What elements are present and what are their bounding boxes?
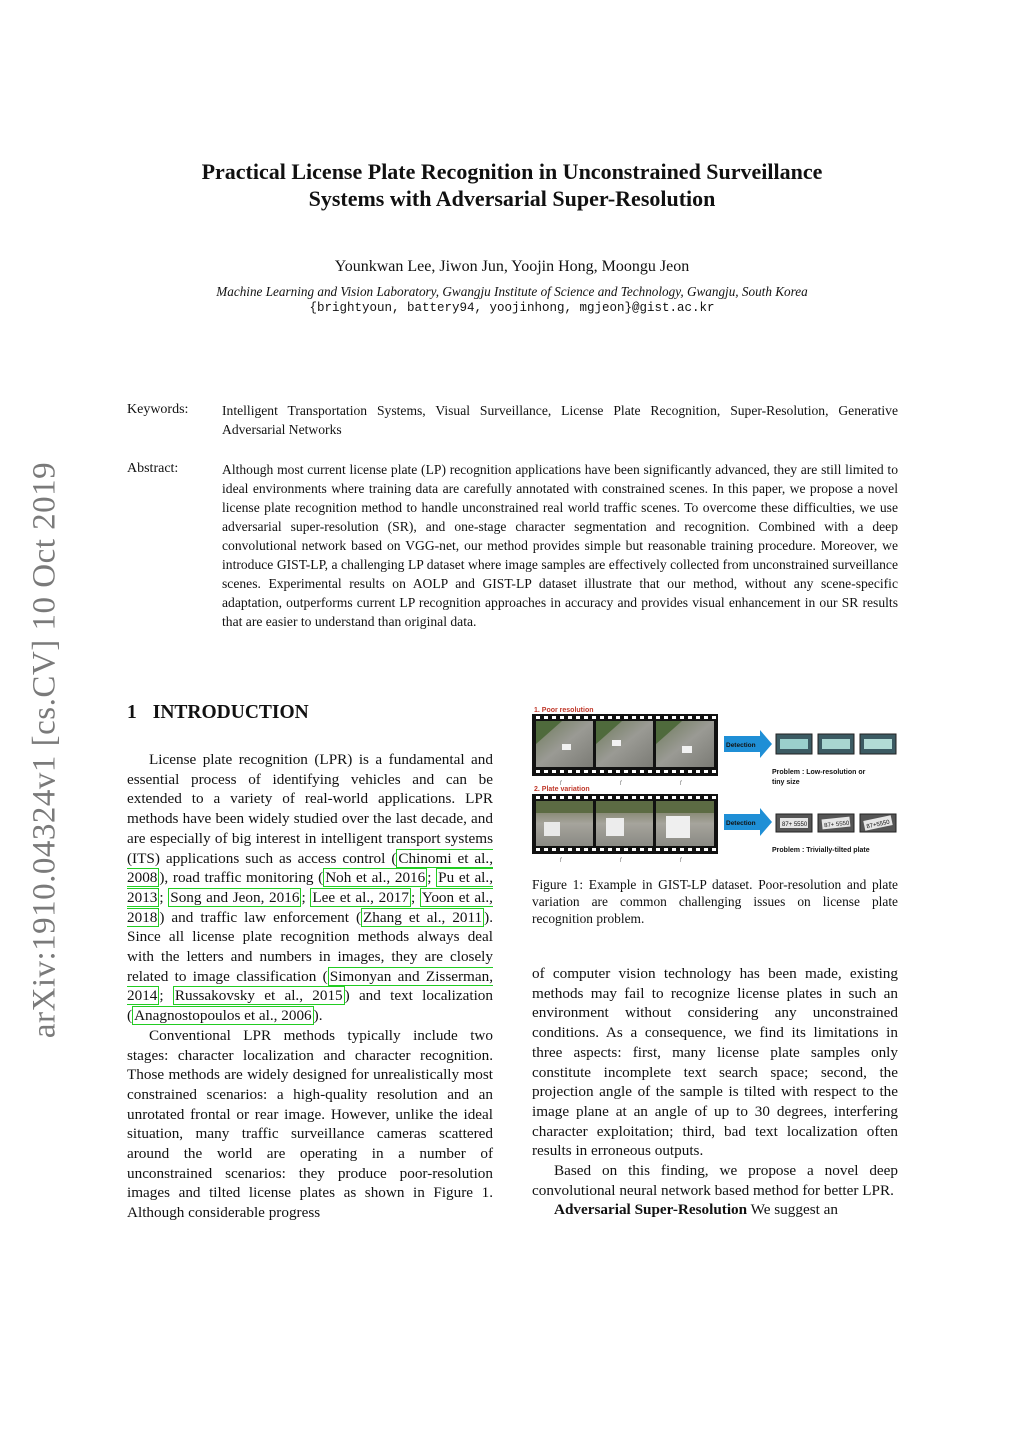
emails: {brightyoun, battery94, yoojinhong, mgjeon}@gist.ac.kr bbox=[309, 301, 715, 315]
affiliation: Machine Learning and Vision Laboratory, Gwangju Institute of Science and Technology, Gwangju, South Korea bbox=[216, 284, 808, 299]
paragraph: Adversarial Super-Resolution We suggest an bbox=[554, 1201, 838, 1219]
tilted-plates bbox=[776, 814, 896, 832]
authors: Younkwan Lee, Jiwon Jun, Yoojin Hong, Moongu Jeon bbox=[334, 258, 690, 275]
film-strip-2 bbox=[532, 794, 718, 854]
citation-link[interactable]: Chinomi et al., 2008 bbox=[127, 849, 493, 887]
paper-title: Practical License Plate Recognition in Unconstrained Surveillance Systems with Adversarial Super-Resolution bbox=[201, 159, 823, 211]
frame-label: f bbox=[680, 858, 682, 863]
citation-link[interactable]: Pu et al., 2013 bbox=[127, 869, 493, 906]
detection-arrow-1 bbox=[724, 730, 772, 758]
paragraph: of computer vision technology has been made, existing methods may fail to recognize license plates in such an environment without considering any unconstrained conditions. As a consequence, we find its limitations in three aspects: first, many license plate samples only constitute incomplete text search space; second, the projection angle of the sample is tilted with respect to the image plane at an angle of up to 30 degrees, interfering character exploitation; third, bad text localization often results in erroneous outputs. bbox=[532, 965, 898, 1160]
frame-label: f bbox=[560, 858, 562, 863]
citation-link[interactable]: Song and Jeon, 2016 bbox=[170, 888, 300, 906]
citation-link[interactable]: Russakovsky et al., 2015 bbox=[174, 987, 343, 1005]
problem-text-2: Problem : Trivially-tilted plate bbox=[772, 847, 870, 854]
citation-link[interactable]: Anagnostopoulos et al., 2006 bbox=[134, 1007, 312, 1025]
citation-link[interactable]: Yoon et al., 2018 bbox=[127, 888, 493, 926]
abstract-label: Abstract: bbox=[127, 461, 179, 476]
figure-label-poor-resolution: 1. Poor resolution bbox=[534, 707, 594, 714]
paragraph: Based on this finding, we propose a novel deep convolutional neural network based method for better LPR. bbox=[532, 1162, 898, 1199]
film-strip-1 bbox=[532, 714, 718, 776]
citation-link[interactable]: Zhang et al., 2011 bbox=[363, 908, 483, 926]
keywords-label: Keywords: bbox=[127, 402, 189, 417]
figure-caption: Figure 1: Example in GIST-LP dataset. Poor-resolution and plate variation are common challenging issues on license plate recognition problem. bbox=[532, 877, 898, 926]
frame-label: f bbox=[620, 781, 622, 786]
svg-text:87+ 5550: 87+ 5550 bbox=[823, 820, 850, 830]
figure-1 bbox=[532, 704, 900, 864]
keywords: Intelligent Transportation Systems, Visual Surveillance, License Plate Recognition, Super-Resolution, Generative Adversarial Networks bbox=[222, 403, 898, 437]
svg-text:Detection: Detection bbox=[726, 742, 756, 749]
abstract: Although most current license plate (LP) recognition applications have been significantly advanced, they are still limited to ideal environments where training data are carefully annotated with constrained scenes. In this paper, we propose a novel license plate recognition method to handle unconstrained real world traffic scenes. To overcome these difficulties, we use adversarial super-resolution (SR), and one-stage character segmentation and recognition. Combined with a deep convolutional network based on VGG-net, our method provides simple but reasonable training procedure. Moreover, we introduce GIST-LP, a challenging LP dataset where image samples are effectively collected from unconstrained surveillance scenes. Experimental results on AOLP and GIST-LP dataset illustrate that our method, without any scene-specific adaptation, outperforms current LP recognition approaches in accuracy and provides visual enhancement in our SR results that are easier to understand than original data. bbox=[222, 462, 898, 629]
arxiv-stamp: arXiv:1910.04324v1 [cs.CV] 10 Oct 2019 bbox=[26, 461, 63, 1039]
section-heading: 1 INTRODUCTION bbox=[127, 702, 309, 723]
citation-link[interactable]: Simonyan and Zisserman, 2014 bbox=[127, 967, 493, 1005]
citation-link[interactable]: Noh et al., 2016 bbox=[325, 869, 426, 887]
frame-label: f bbox=[680, 781, 682, 786]
paragraph: Conventional LPR methods typically include two stages: character localization and character recognition. Those methods are widely designed for unrealistically most constrained scenarios: a high-quality resolution and an unrotated frontal or rear image. However, unlike the ideal situation, many traffic surveillance cameras scattered around the world are operating in a number of unconstrained scenarios: they produce poor-resolution images and tilted license plates as shown in Figure 1. Although considerable progress bbox=[127, 1026, 493, 1222]
detection-arrow-2 bbox=[724, 808, 772, 836]
citation-link[interactable]: Lee et al., 2017 bbox=[312, 888, 409, 906]
problem-text-1: Problem : Low-resolution or tiny size bbox=[772, 769, 866, 786]
right-column bbox=[532, 964, 898, 1220]
svg-text:87+5550: 87+5550 bbox=[866, 819, 891, 831]
lowres-plates bbox=[776, 734, 896, 754]
left-column bbox=[127, 750, 493, 1223]
svg-text:87+ 5550: 87+ 5550 bbox=[782, 822, 808, 828]
frame-label: f bbox=[620, 858, 622, 863]
figure-label-plate-variation: 2. Plate variation bbox=[534, 786, 590, 793]
paragraph: License plate recognition (LPR) is a fundamental and essential process of identifying vehicles and can be extended to a variety of real-world applications. LPR methods have been widely studied over the last decade, and are especially of big interest in intelligent transport systems (ITS) applications such as access control ( Chinomi et al., 2008 ), road traffic monitoring ( Noh et al., 2016 ; Pu et al., 2013 ; Song and Jeon, 2016 ; Lee et al., 2017 ; Yoon et al., 2018 ) and traffic law enforcement ( Zhang et al., 2011 ). Since all license plate recognition methods always deal with the letters and numbers in images, they are closely related to image classification ( Simonyan and Zisserman, 2014 ; Russakovsky et al., 2015 ) and text localization ( Anagnostopoulos et al., 2006 ). bbox=[127, 751, 493, 1025]
svg-text:Detection: Detection bbox=[726, 820, 756, 827]
run-in-heading: Adversarial Super-Resolution bbox=[554, 1201, 748, 1219]
frame-label: f bbox=[560, 781, 562, 786]
